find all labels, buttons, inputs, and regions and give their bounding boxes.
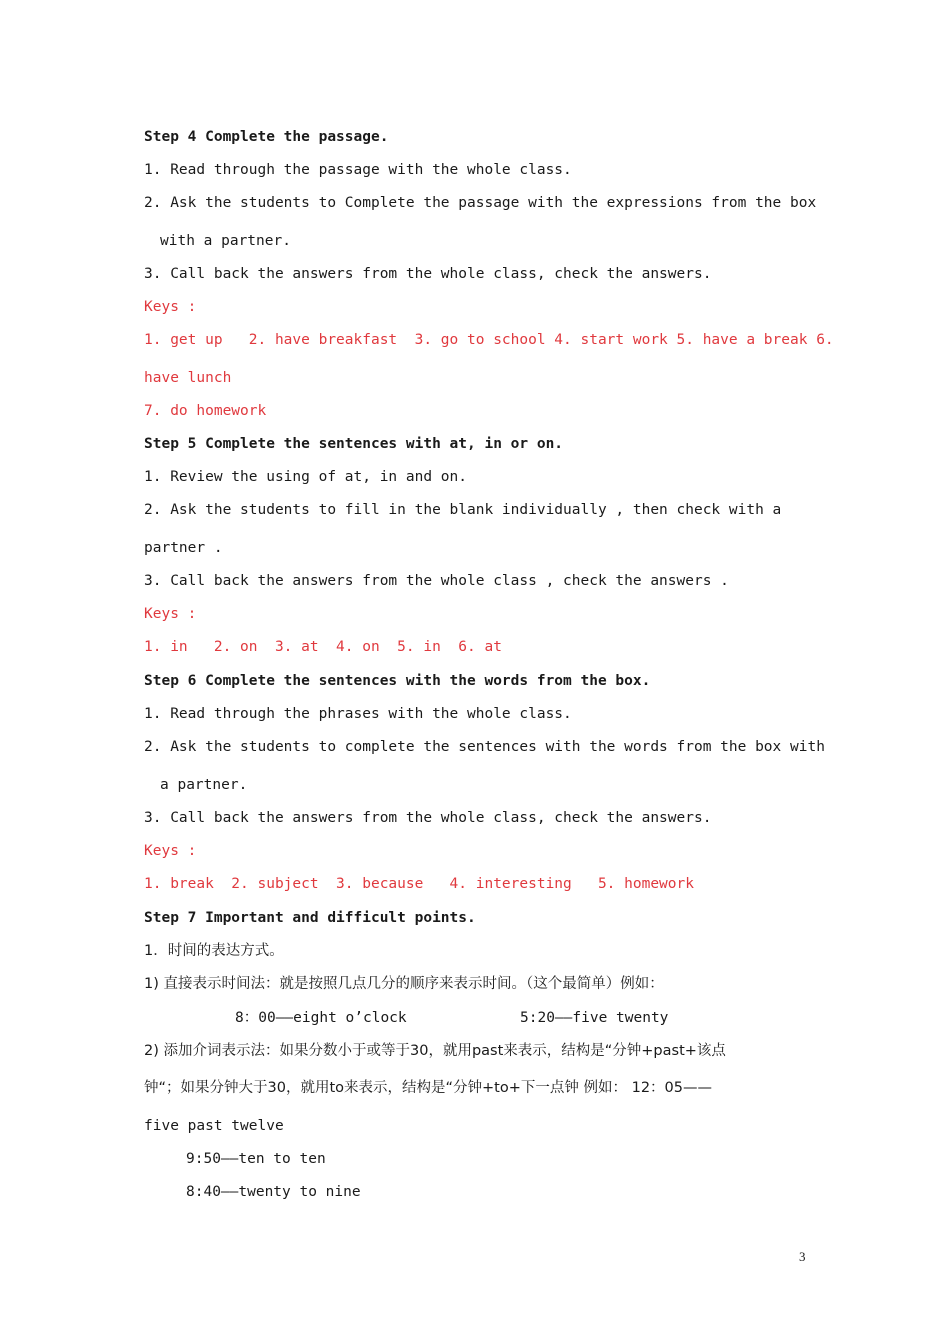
step6-keys-line-1: 1. break 2. subject 3. because 4. interesting 5. homework [144, 876, 694, 892]
step7-sub-2-line-3: five past twelve [144, 1118, 284, 1134]
step4-keys-line-1: 1. get up 2. have breakfast 3. go to school 4. start work 5. have a break 6. [144, 332, 834, 348]
step5-item-2-cont: partner . [144, 540, 223, 556]
step4-item-2: 2. Ask the students to Complete the passage with the expressions from the box [144, 195, 817, 211]
step5-heading: Step 5 Complete the sentences with at, in or on. [144, 436, 564, 452]
step4-item-1: 1. Read through the passage with the whole class. [144, 162, 572, 178]
step4-item-2-cont: with a partner. [160, 233, 291, 249]
step5-item-1: 1. Review the using of at, in and on. [144, 469, 468, 485]
step6-item-1: 1. Read through the phrases with the whole class. [144, 706, 572, 722]
step7-example-1b: 5:20——five twenty [520, 1010, 669, 1026]
step4-keys-line-3: 7. do homework [144, 403, 267, 419]
page-number: 3 [799, 1249, 806, 1264]
step6-keys-label: Keys : [144, 843, 197, 859]
step7-example-2a: 9:50——ten to ten [186, 1151, 326, 1167]
step7-point-1: 1．时间的表达方式。 [144, 943, 284, 959]
step4-heading: Step 4 Complete the passage. [144, 129, 389, 145]
step6-item-3: 3. Call back the answers from the whole class, check the answers. [144, 810, 712, 826]
step5-keys-label: Keys : [144, 606, 197, 622]
step7-example-1a: 8：00——eight o’clock [235, 1010, 407, 1026]
step4-keys-line-2: have lunch [144, 370, 232, 386]
step6-heading: Step 6 Complete the sentences with the words from the box. [144, 673, 651, 689]
step7-sub-2-line-2: 钟“；如果分钟大于30，就用to来表示，结构是“分钟+to+下一点钟 例如： 12：05—— [144, 1080, 713, 1096]
step6-item-2: 2. Ask the students to complete the sentences with the words from the box with [144, 739, 825, 755]
step5-keys-line-1: 1. in 2. on 3. at 4. on 5. in 6. at [144, 639, 502, 655]
step6-item-2-cont: a partner. [160, 777, 248, 793]
step5-item-3: 3. Call back the answers from the whole class , check the answers . [144, 573, 729, 589]
step5-item-2: 2. Ask the students to fill in the blank individually , then check with a [144, 502, 782, 518]
step4-keys-label: Keys : [144, 299, 197, 315]
step7-example-2b: 8:40——twenty to nine [186, 1184, 361, 1200]
step7-heading: Step 7 Important and difficult points. [144, 910, 476, 926]
step7-sub-1: 1) 直接表示时间法：就是按照几点几分的顺序来表示时间。（这个最简单）例如： [144, 976, 664, 992]
step7-sub-2-line-1: 2) 添加介词表示法：如果分数小于或等于30，就用past来表示，结构是“分钟+past+该点 [144, 1043, 726, 1059]
step4-item-3: 3. Call back the answers from the whole class, check the answers. [144, 266, 712, 282]
